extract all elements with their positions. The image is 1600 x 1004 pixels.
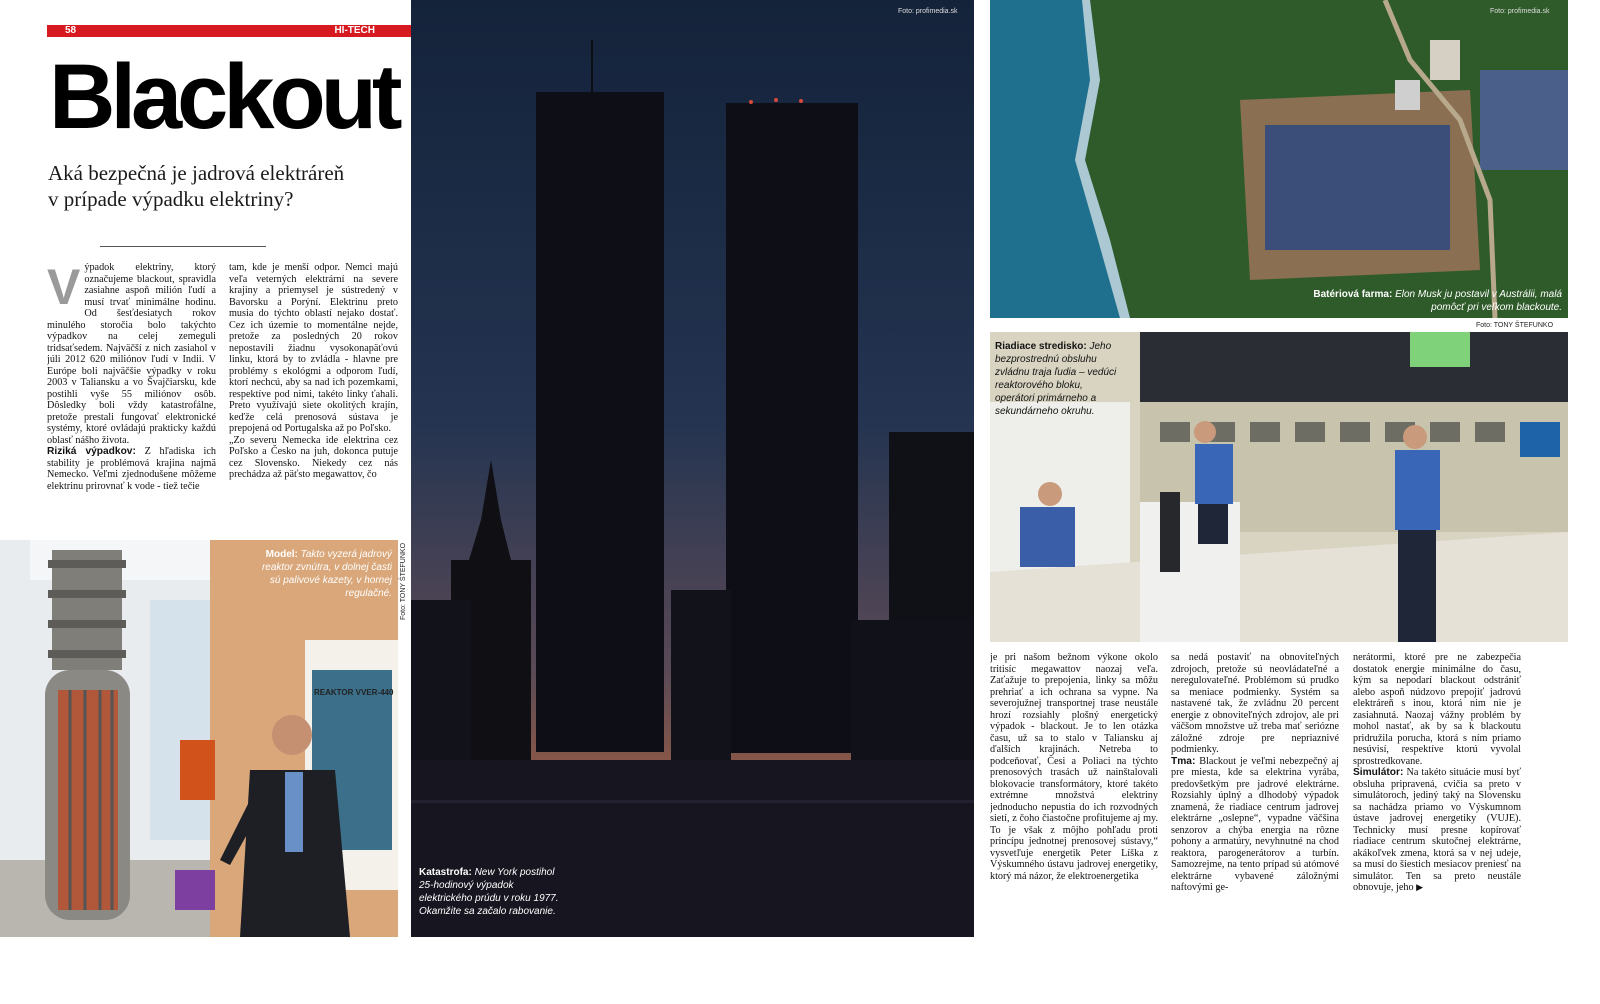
battery-caption-label: Batériová farma: bbox=[1313, 289, 1393, 300]
section-label: HI-TECH bbox=[334, 25, 375, 36]
control-caption-label: Riadiace stredisko: bbox=[995, 341, 1087, 352]
poster-label: REAKTOR VVER-440 bbox=[314, 688, 394, 697]
col1-paragraph-1: ýpadok elektriny, ktorý označujeme blackout, spravidla zasiahne aspoň milión ľudí a musí trvať minimálne hodinu. Od šesťdesiatych rokov minulého storočia bolo takýchto výpadkov na celej zemeguli tridsaťsedem. Najväčší z nich zasiahol v júli 2012 620 miliónov ľudí v Indii. V Európe boli najväčšie výpadky v roku 2003 v Taliansku a vo Švajčiarsku, kde postihli vyše 55 miliónov osôb. Dôsledky boli vždy katastrofálne, pretože prestali fungovať elektronické systémy, ktoré ovládajú prakticky každú oblasť nášho života. bbox=[47, 262, 216, 446]
battery-farm-aerial bbox=[990, 0, 1568, 318]
twin-towers-photo bbox=[411, 0, 974, 937]
battery-caption-text: Elon Musk ju postavil v Austrálii, malá pomôcť pri veľkom blackoute. bbox=[1392, 289, 1562, 313]
towers-caption-text: New York postihol 25-hodinový výpadok elektrického prúdu v roku 1977. Okamžite sa začalo rabovanie. bbox=[419, 867, 559, 917]
col4-subhead: Tma: bbox=[1171, 755, 1196, 767]
article-title: Blackout bbox=[49, 46, 398, 148]
col5-subhead: Simulátor: bbox=[1353, 767, 1404, 778]
model-caption-label: Model: bbox=[265, 549, 298, 560]
control-photo-credit: Foto: TONY ŠTEFUNKO bbox=[1476, 322, 1554, 329]
reactor-model-photo bbox=[0, 540, 398, 937]
body-column-1 bbox=[47, 262, 216, 534]
control-caption bbox=[995, 340, 1125, 418]
body-column-3 bbox=[990, 652, 1158, 937]
model-photo-credit: Foto: TONY ŠTEFUNKO bbox=[400, 542, 407, 620]
control-caption-text: Jeho bezprostrednú obsluhu zvládnu traja ľudia – vedúci reaktorového bloku, operátori primárneho a sekundárneho okruhu. bbox=[995, 341, 1117, 417]
towers-photo-credit: Foto: profimedia.sk bbox=[898, 8, 958, 15]
battery-photo-credit: Foto: profimedia.sk bbox=[1490, 8, 1550, 15]
col2-paragraph-2: „Zo severu Nemecka ide elektrina cez Poľsko a Česko na juh, dokonca putuje cez Slovensko. Niekedy cez nás prechádza až päťsto megawattov, čo bbox=[229, 434, 398, 480]
col5-paragraph-1: nerátormi, ktoré pre ne zabezpečia dostatok energie minimálne do času, kým sa nepodarí blackout odstrániť alebo aspoň núdzovo prepojiť jadrovú elektráreň s inou, ktorá nim nie je zasiahnutá. Naozaj vážny problém by mohol nastať, ak by sa k blackoutu pridružila porucha, ktorá s ním priamo nesúvisí, respektíve ktorú vyvolal sprostredkovane. bbox=[1353, 652, 1521, 767]
body-column-2 bbox=[229, 262, 398, 534]
control-room-photo bbox=[990, 332, 1568, 642]
section-band bbox=[47, 25, 415, 37]
col1-subhead: Riziká výpadkov: bbox=[47, 446, 136, 457]
towers-caption-label: Katastrofa: bbox=[419, 867, 472, 878]
towers-caption bbox=[419, 866, 569, 918]
model-caption bbox=[250, 548, 392, 600]
subtitle-divider bbox=[100, 246, 266, 247]
continue-arrow-icon: ▶ bbox=[1416, 883, 1424, 893]
battery-caption bbox=[1290, 288, 1562, 314]
col3-paragraph-1: je pri našom bežnom výkone okolo tritisíc megawattov naozaj veľa. Zaťažuje to prepojenia, linky sa môžu prehriať a ich ochrana sa vypne. Na severojužnej transportnej trase neustále hrozí rozsiahly plošný energetický výpadok - blackout. Je to len otázka času, už sa to stalo v Taliansku aj ďalších krajinách. Netreba to podceňovať, Česi a Poliaci na týchto prenosových trasách už nainštalovali blokovacie transformátory, ktoré takéto extrémne množstvá elektriny jednoducho nepustia do ich rozvodných sietí, z čoho čiastočne profitujeme aj my. To je však z môjho pohľadu proti princípu jednotnej prenosovej sústavy,“ vysvetľuje energetik Peter Líška z Výskumného ústavu jadrovej energetiky, ktorý má názor, že elektroenergetika bbox=[990, 652, 1158, 882]
model-caption-text: Takto vyzerá jadrový reaktor zvnútra, v dolnej časti sú palivové kazety, v hornej regulačné. bbox=[261, 549, 392, 599]
drop-cap: V bbox=[47, 262, 81, 315]
body-column-5 bbox=[1353, 652, 1521, 937]
col4-paragraph-2: Blackout je veľmi nebezpečný aj pre miesta, kde sa elektrina vyrába, predovšetkým pre jadrové elektrárne. Rozsiahly úplný a dlhodobý výpadok znamená, že riadiace centrum jadrovej elektrárne „oslepne“, vypadne väčšina senzorov a chýba energia na rôzne pohony a armatúry, nevyhnutné na chod reaktora, parogenerátorov a turbín. Samozrejme, na tento prípad sú atómové elektrárne vybavené záložnými naftovými ge- bbox=[1171, 755, 1339, 893]
col2-paragraph-1: tam, kde je menší odpor. Nemci majú veľa veterných elektrární na severe krajiny a priemysel je sústredený v Bavorsku a Porýní. Elektrinu preto musia do týchto oblastí nejako dostať. Cez ich územie to momentálne nejde, pretože za posledných 20 rokov nepostavili žiadnu vysokonapäťovú linku, ktorá by to zvládla - hlavne pre problémy s ekológmi a odporom ľudí, ktorí nechcú, aby sa nad ich pozemkami, respektíve pod nimi, takéto linky ťahali. Preto využívajú siete okolitých krajín, keďže celá prenosová sústava je prepojená od Portugalska až po Poľsko. bbox=[229, 262, 398, 434]
col1-paragraph-2: Z hľadiska ich stability je problémová krajina najmä Nemecko. Veľmi zjednodušene môžeme elektrinu prirovnať k vode - tiež tečie bbox=[47, 446, 216, 492]
twin-towers-silhouette bbox=[411, 0, 974, 937]
battery-farm-photo bbox=[990, 0, 1568, 318]
page-number: 58 bbox=[65, 25, 77, 36]
col5-paragraph-2: Na takéto situácie musí byť obsluha pripravená, cvičia sa preto v simulátoroch, jediný taký na Slovensku sa nachádza priamo vo Výskumnom ústave jadrovej energetiky (VUJE). Technicky musí presne kopírovať riadiace centrum skutočnej elektrárne, akákoľvek zmena, ktorá sa v nej udeje, sa musí do šiestich mesiacov preniesť na simulátor. Ten sa preto neustále obnovuje, jeho bbox=[1353, 767, 1521, 893]
col4-paragraph-1: sa nedá postaviť na obnoviteľných zdrojoch, pretože sú neovládateľné a neregulovateľné. Problémom sú prudko sa meniace podmienky. Systém sa nastavené tak, že zvládnu 20 percent energie z obnoviteľných zdrojov, ale pri väčšom množstve už treba mať seriózne záložné zdroje pre nepriaznivé podmienky. bbox=[1171, 652, 1339, 755]
body-column-4 bbox=[1171, 652, 1339, 937]
article-subtitle: Aká bezpečná je jadrová elektráreň v prípade výpadku elektriny? bbox=[48, 161, 345, 211]
